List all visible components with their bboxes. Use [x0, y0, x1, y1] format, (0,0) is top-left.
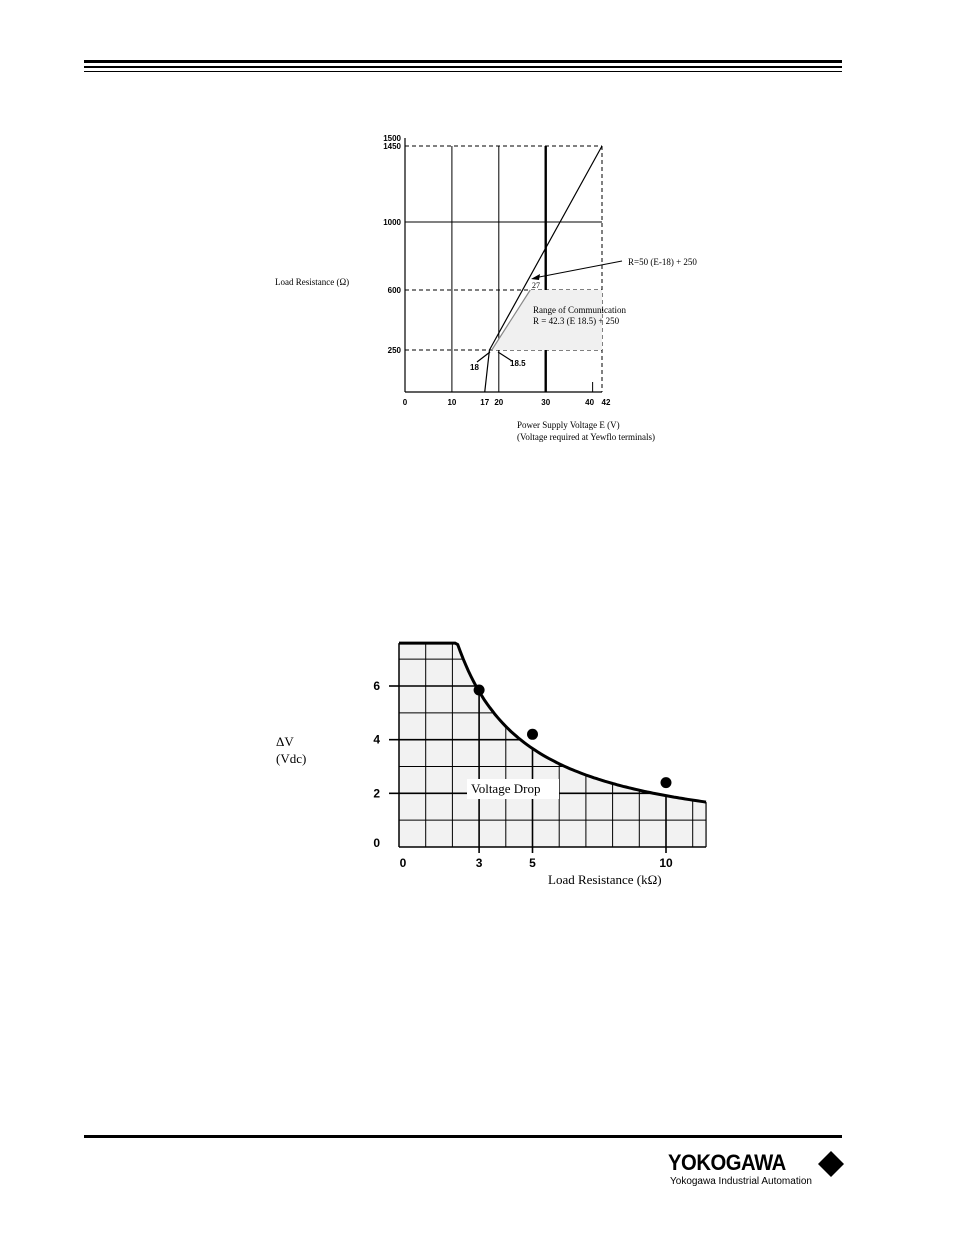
chart1-region-formula: R = 42.3 (E 18.5) + 250: [533, 316, 620, 326]
chart1-annotation-18: 18: [470, 363, 479, 372]
chart1-tick-labels: [383, 134, 611, 407]
chart2-y-tick: 6: [373, 679, 380, 693]
chart2-xlabel: Load Resistance (kΩ): [548, 872, 662, 887]
footer-rule: [84, 1135, 842, 1138]
logo-wordmark: YOKOGAWA: [668, 1150, 786, 1175]
chart1-region-label: Range of Communication: [533, 305, 626, 315]
chart2-y-tick: 2: [373, 786, 380, 801]
chart1-arrow-line: [534, 261, 622, 278]
chart1-x-tick: 20: [494, 398, 504, 407]
chart1-annotation-27: 27: [532, 281, 540, 290]
chart1-arrowhead: [531, 274, 540, 280]
chart2-y-tick: 4: [373, 732, 380, 747]
chart2-x-tick: 5: [529, 856, 536, 870]
chart1-annotation-18-5: 18.5: [510, 359, 526, 368]
load-resistance-chart: [0, 0, 954, 460]
chart1-x-tick: 30: [541, 398, 551, 407]
chart2-shaded-area: [399, 643, 706, 847]
chart2-x-tick: 0: [399, 856, 407, 870]
footer-logo: [668, 1150, 848, 1190]
chart1-y-tick: 600: [387, 286, 401, 295]
chart1-x-tick: 42: [601, 398, 611, 407]
chart1-grid: [405, 138, 602, 392]
chart2-ylabel: ΔV: [276, 734, 294, 749]
chart2-series-label: Voltage Drop: [471, 781, 541, 796]
chart2-y-tick: 0: [373, 836, 380, 850]
chart1-xlabel: Power Supply Voltage E (V): [517, 420, 620, 430]
chart1-ylabel: Load Resistance (Ω): [275, 277, 350, 287]
chart2-x-tick: 10: [659, 856, 673, 870]
chart2-data-point: [527, 729, 538, 740]
chart2-data-point: [474, 685, 485, 696]
chart1-x-tick: 10: [447, 398, 457, 407]
logo-diamond-icon: [818, 1151, 844, 1177]
chart2-data-point: [661, 777, 672, 788]
voltage-drop-chart: [0, 600, 954, 900]
chart1-line-label: R=50 (E-18) + 250: [628, 257, 697, 267]
chart2-fill-area: [399, 643, 706, 847]
chart2-ylabel-unit: (Vdc): [276, 751, 307, 766]
chart1-xlabel-note: (Voltage required at Yewflo terminals): [517, 432, 656, 442]
logo-tagline: Yokogawa Industrial Automation: [670, 1176, 812, 1187]
chart1-x-tick: 17: [480, 398, 490, 407]
chart1-y-tick: 1000: [383, 218, 401, 227]
chart1-x-tick: 40: [585, 398, 595, 407]
chart1-x-tick: 0: [402, 398, 408, 407]
chart1-y-tick: 1450: [383, 142, 401, 151]
chart1-y-tick: 1500: [383, 134, 401, 143]
chart1-y-tick: 250: [387, 346, 401, 355]
chart2-x-tick: 3: [475, 856, 483, 870]
